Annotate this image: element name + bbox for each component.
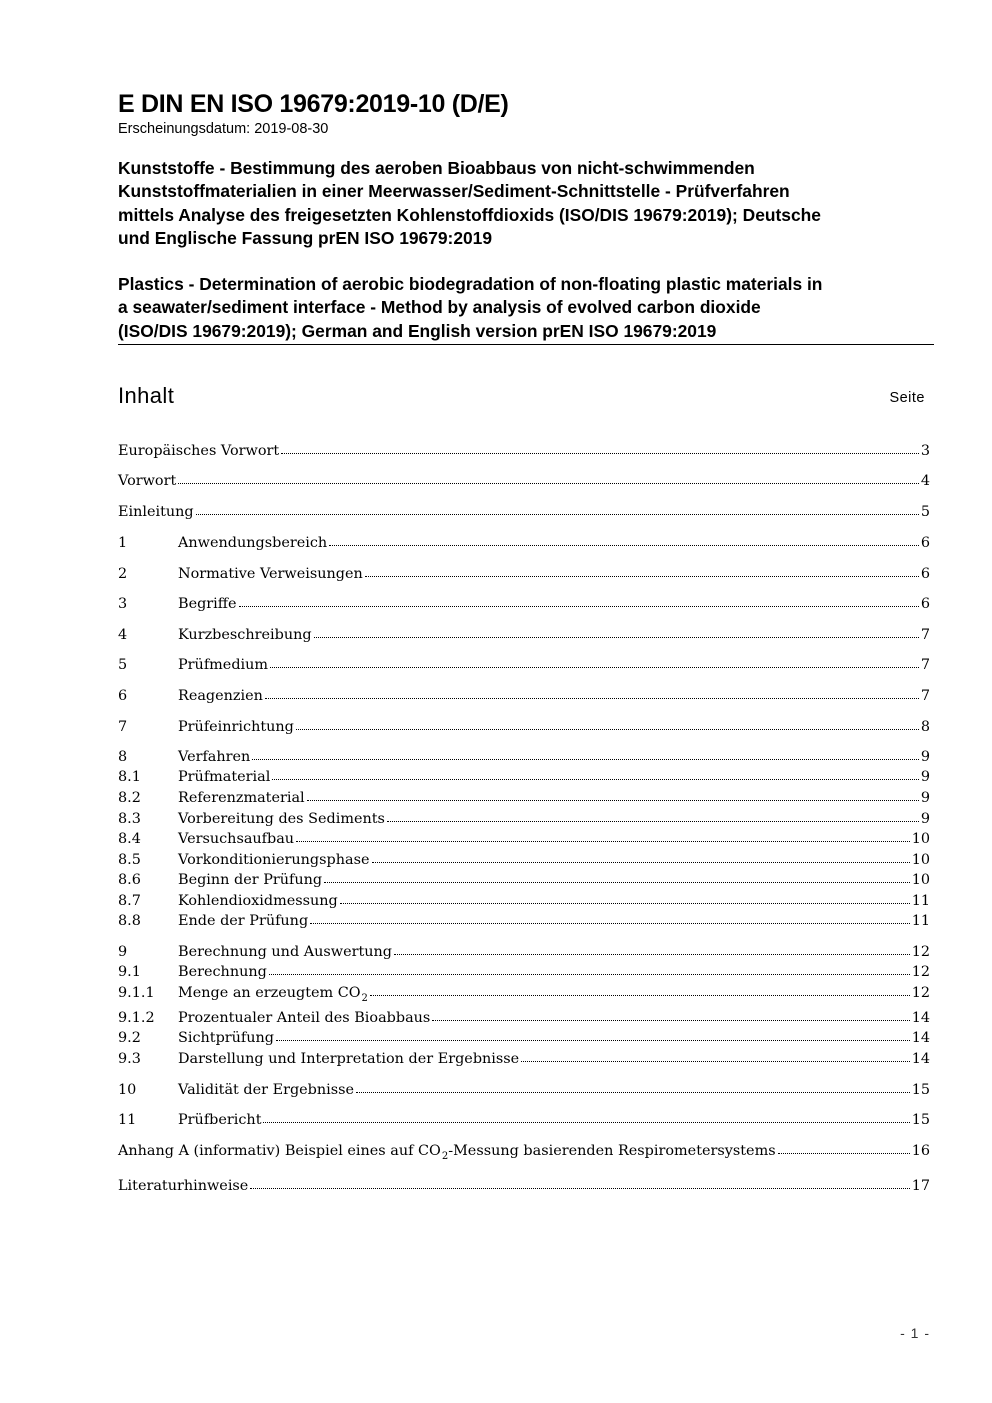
toc-entry[interactable] [118, 785, 930, 806]
toc-entry[interactable] [118, 714, 930, 735]
toc-entry-page: 9 [920, 790, 930, 806]
toc-entry-label: Prüfeinrichtung [178, 719, 294, 735]
title-english-line: Plastics - Determination of aerobic biodegradation of non-floating plastic materials in [118, 274, 823, 294]
toc-entry-leader [372, 862, 910, 863]
toc-entry-leader [521, 1061, 910, 1062]
toc-entry[interactable] [118, 959, 930, 980]
toc-entry-page: 11 [911, 893, 930, 909]
toc-entry[interactable] [118, 499, 930, 520]
toc-entry-label: Prüfmaterial [178, 769, 271, 785]
toc-entry[interactable] [118, 468, 930, 489]
toc-entry[interactable] [118, 561, 930, 582]
toc-entry[interactable] [118, 1025, 930, 1046]
title-english [118, 273, 933, 343]
toc-entry-label: Beginn der Prüfung [178, 872, 323, 888]
toc-entry-page: 9 [920, 769, 930, 785]
toc-entry-page: 8 [920, 719, 930, 735]
toc-entry-label [118, 1143, 776, 1162]
toc-entry-number: 1 [118, 535, 128, 551]
toc-entry-label: Prozentualer Anteil des Bioabbaus [178, 1010, 431, 1026]
toc-entry[interactable] [118, 939, 930, 960]
toc-entry-page: 11 [911, 913, 930, 929]
toc-entry-number: 11 [118, 1112, 137, 1128]
toc-entry-leader [276, 1040, 910, 1041]
toc-entry-label: Anwendungsbereich [178, 535, 328, 551]
toc-entry-number: 9.1.1 [118, 985, 155, 1001]
toc-entry[interactable] [118, 622, 930, 643]
toc-entry-leader [310, 923, 910, 924]
toc-entry-label: Europäisches Vorwort [118, 443, 280, 459]
toc-entry-label: Literaturhinweise [118, 1178, 249, 1194]
toc-entry-number: 9.1.2 [118, 1010, 155, 1026]
toc-entry-leader [296, 841, 910, 842]
toc-entry[interactable] [118, 867, 930, 888]
toc-entry-page: 12 [911, 944, 930, 960]
toc-heading: Inhalt [118, 383, 175, 408]
toc-entry-page: 6 [920, 535, 930, 551]
page-number: - 1 - [900, 1325, 930, 1341]
toc-entry[interactable] [118, 652, 930, 673]
toc-entry-number: 3 [118, 596, 128, 612]
toc-entry-page: 14 [911, 1051, 930, 1067]
toc-entry[interactable] [118, 744, 930, 765]
toc-entry[interactable] [118, 1138, 930, 1162]
toc-entry-subscript: 2 [441, 1151, 449, 1162]
toc-entry-number: 2 [118, 566, 128, 582]
toc-entry-label: Prüfbericht [178, 1112, 262, 1128]
toc-entry-page: 15 [911, 1112, 930, 1128]
toc-entry-leader [178, 483, 919, 484]
toc-entry-page: 14 [911, 1010, 930, 1026]
toc-entry-leader [394, 954, 910, 955]
toc-entry-page: 5 [920, 504, 930, 520]
toc-entry-label: Referenzmaterial [178, 790, 305, 806]
toc-entry-label: Validität der Ergebnisse [178, 1082, 355, 1098]
toc-entry-label: Kohlendioxidmessung [178, 893, 338, 909]
toc-entry-page: 10 [911, 852, 930, 868]
toc-entry-label [178, 985, 368, 1004]
toc-entry[interactable] [118, 438, 930, 459]
publication-date-value: 2019-08-30 [254, 121, 329, 137]
toc-entry-label: Reagenzien [178, 688, 263, 704]
toc-entry-leader [314, 637, 919, 638]
title-divider [118, 344, 934, 345]
toc-entry-number: 8.5 [118, 852, 141, 868]
toc-entry-label-text: Menge an erzeugtem CO [178, 985, 361, 1001]
toc-entry-page: 9 [920, 811, 930, 827]
toc-entry-leader [296, 729, 919, 730]
toc-entry-leader [365, 576, 919, 577]
toc-entry-page: 7 [920, 688, 930, 704]
toc-entry[interactable] [118, 530, 930, 551]
toc-entry-number: 8.2 [118, 790, 141, 806]
toc-entry-number: 8.1 [118, 769, 141, 785]
toc-entry-leader [263, 1122, 909, 1123]
toc-entry-number: 9.1 [118, 964, 141, 980]
toc-entry-number: 5 [118, 657, 128, 673]
toc-entry-number: 9.3 [118, 1051, 141, 1067]
toc-entry-label: Kurzbeschreibung [178, 627, 312, 643]
toc-entry-label: Verfahren [178, 749, 251, 765]
toc-entry-leader [252, 759, 919, 760]
toc-entry-page: 12 [911, 985, 930, 1001]
toc-entry-leader [356, 1092, 910, 1093]
toc-entry-label-text: -Messung basierenden Respirometersystems [448, 1143, 776, 1159]
toc-entry-label: Berechnung und Auswertung [178, 944, 393, 960]
toc-entry-subscript: 2 [361, 993, 368, 1004]
toc-entry-label: Normative Verweisungen [178, 566, 363, 582]
toc-entry-label: Prüfmedium [178, 657, 269, 673]
document-id: E DIN EN ISO 19679:2019-10 (D/E) [118, 90, 509, 118]
toc-entry-page: 4 [920, 473, 930, 489]
toc-entry-number: 4 [118, 627, 128, 643]
toc-entry-number: 10 [118, 1082, 137, 1098]
toc-entry-leader [387, 821, 919, 822]
toc-entry-page: 7 [920, 657, 930, 673]
toc-entry-leader [270, 667, 919, 668]
toc-entry-number: 7 [118, 719, 128, 735]
toc-entry[interactable] [118, 683, 930, 704]
toc-entry-leader [329, 545, 919, 546]
toc-entry-number: 6 [118, 688, 128, 704]
toc-entry[interactable] [118, 806, 930, 827]
toc-entry-leader [307, 800, 919, 801]
toc-entry-number: 9 [118, 944, 128, 960]
toc-entry-label: Vorwort [118, 473, 177, 489]
toc-entry-page: 12 [911, 964, 930, 980]
toc-entry[interactable] [118, 847, 930, 868]
toc-entry[interactable] [118, 980, 930, 1004]
toc-entry-label: Versuchsaufbau [178, 831, 295, 847]
title-german-line: Kunststoffmaterialien in einer Meerwasser/Sediment-Schnittstelle - Prüfverfahren [118, 181, 790, 202]
toc-entry-page: 3 [920, 443, 930, 459]
toc-entry-page: 17 [911, 1178, 930, 1194]
toc-entry[interactable] [118, 764, 930, 785]
toc-entry-leader [324, 882, 910, 883]
toc-entry[interactable] [118, 1005, 930, 1026]
toc-entry[interactable] [118, 1107, 930, 1128]
toc-entry-page: 10 [911, 872, 930, 888]
toc-entry-label: Einleitung [118, 504, 194, 520]
publication-date-label: Erscheinungsdatum: [118, 121, 251, 137]
toc-entry-label: Ende der Prüfung [178, 913, 309, 929]
toc-entry[interactable] [118, 1077, 930, 1098]
toc-entry-number: 8.8 [118, 913, 141, 929]
toc-entry[interactable] [118, 1046, 930, 1067]
toc-entry-page: 6 [920, 566, 930, 582]
toc-entry-leader [272, 779, 918, 780]
toc-entry-label: Vorkonditionierungsphase [178, 852, 370, 868]
toc-entry-leader [239, 606, 919, 607]
toc-entry-page: 7 [920, 627, 930, 643]
toc-entry-leader [250, 1188, 909, 1189]
toc-entry[interactable] [118, 888, 930, 909]
toc-entry-number: 8.4 [118, 831, 141, 847]
title-english-line: a seawater/sediment interface - Method by analysis of evolved carbon dioxide [118, 297, 761, 318]
toc-entry[interactable] [118, 908, 930, 929]
toc-entry-page: 9 [920, 749, 930, 765]
title-english-line: (ISO/DIS 19679:2019); German and English version prEN ISO 19679:2019 [118, 320, 717, 341]
toc-entry[interactable] [118, 591, 930, 612]
toc-entry-number: 9.2 [118, 1030, 141, 1046]
toc-entry-page: 15 [911, 1082, 930, 1098]
title-german-line: und Englische Fassung prEN ISO 19679:2019 [118, 227, 493, 248]
toc-entry-number: 8.3 [118, 811, 141, 827]
title-german-line: Kunststoffe - Bestimmung des aeroben Bioabbaus von nicht-schwimmenden [118, 158, 755, 178]
toc-entry-label: Vorbereitung des Sediments [178, 811, 385, 827]
toc-entry[interactable] [118, 826, 930, 847]
toc-entry-label: Sichtprüfung [178, 1030, 275, 1046]
toc-entry-leader [265, 698, 919, 699]
toc-entry-leader [340, 903, 910, 904]
toc-entry-number: 8.7 [118, 893, 141, 909]
toc-entry-number: 8 [118, 749, 128, 765]
toc-entry-leader [432, 1020, 909, 1021]
toc-entry-number: 8.6 [118, 872, 141, 888]
toc-entry-page: 10 [911, 831, 930, 847]
toc-page-column-label: Seite [889, 390, 925, 406]
title-german [118, 157, 933, 250]
toc-entry-page: 14 [911, 1030, 930, 1046]
title-german-line: mittels Analyse des freigesetzten Kohlenstoffdioxids (ISO/DIS 19679:2019); Deutsche [118, 204, 821, 225]
toc-entry-leader [281, 453, 919, 454]
toc-entry-label: Darstellung und Interpretation der Ergebnisse [178, 1051, 520, 1067]
toc-entry-leader [196, 514, 919, 515]
toc-entry[interactable] [118, 1173, 930, 1194]
toc-entry-page: 6 [920, 596, 930, 612]
toc-entry-leader [778, 1153, 910, 1154]
toc-entry-label: Berechnung [178, 964, 267, 980]
toc-entry-label: Begriffe [178, 596, 237, 612]
toc-entry-leader [370, 995, 910, 996]
toc-entry-label-text: Anhang A (informativ) Beispiel eines auf CO [118, 1143, 441, 1159]
toc-entry-page: 16 [911, 1143, 930, 1159]
toc-entry-leader [269, 974, 910, 975]
publication-date [118, 121, 328, 137]
